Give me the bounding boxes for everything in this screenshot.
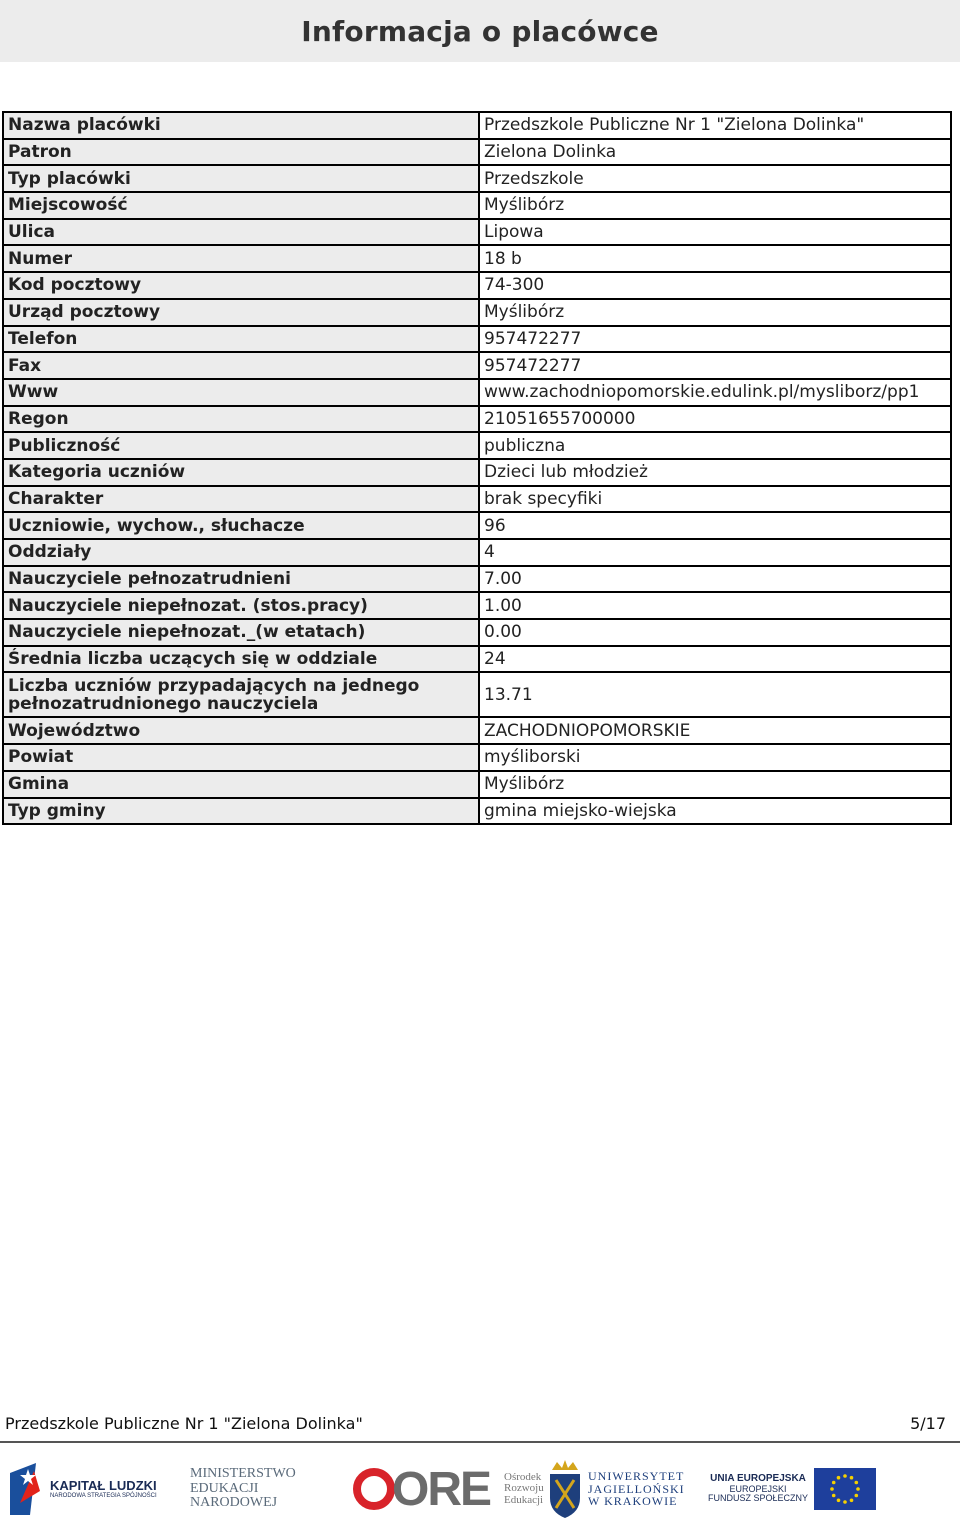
kapital-ludzki-subtitle: NARODOWA STRATEGIA SPÓJNOŚCI [50,1492,157,1499]
field-label: Charakter [3,486,479,513]
field-value: Zielona Dolinka [479,139,951,166]
table-row [3,219,951,246]
men-line2: EDUKACJI [190,1480,259,1496]
table-row [3,771,951,798]
table-row [3,272,951,299]
table-row [3,717,951,744]
ue-line3: FUNDUSZ SPOŁECZNY [708,1493,809,1504]
field-label: Fax [3,352,479,379]
field-value: 1.00 [479,592,951,619]
field-value: 4 [479,539,951,566]
page-number: 5/17 [910,1413,946,1433]
info-table [2,111,952,825]
field-value: Myślibórz [479,299,951,326]
ue-line2: EUROPEJSKI [729,1483,787,1494]
table-row [3,165,951,192]
field-label: Urząd pocztowy [3,299,479,326]
men-logo [190,1458,296,1520]
field-label: Ulica [3,219,479,246]
field-value: 21051655700000 [479,406,951,433]
field-label: Nauczyciele pełnozatrudnieni [3,566,479,593]
field-value: Dzieci lub młodzież [479,459,951,486]
field-label: Województwo [3,717,479,744]
ore-line3: Edukacji [504,1493,544,1506]
field-label: Typ gminy [3,798,479,825]
field-label: Telefon [3,326,479,353]
uj-logo [548,1458,685,1520]
field-value: 13.71 [479,672,951,717]
eu-star-icon [843,1474,847,1478]
field-value: myśliborski [479,744,951,771]
ue-logo [708,1458,876,1520]
table-row [3,619,951,646]
table-row [3,245,951,272]
eu-star-icon [856,1487,860,1491]
field-value: 7.00 [479,566,951,593]
page-title: Informacja o placówce [301,14,659,48]
field-value: Przedszkole [479,165,951,192]
field-value: 957472277 [479,326,951,353]
field-value: 74-300 [479,272,951,299]
ore-line2: Rozwoju [504,1482,544,1495]
uj-line1: UNIWERSYTET [588,1469,685,1484]
field-value: ZACHODNIOPOMORSKIE [479,717,951,744]
page-footer [0,1405,960,1443]
table-row [3,326,951,353]
table-row [3,672,951,717]
table-row [3,352,951,379]
logo-bar [0,1450,960,1528]
table-row [3,512,951,539]
field-label: Gmina [3,771,479,798]
table-row [3,646,951,673]
field-value: brak specyfiki [479,486,951,513]
uj-line2: JAGIELLOŃSKI [588,1481,685,1496]
field-label: Powiat [3,744,479,771]
page-header [0,0,960,62]
ore-ring-icon [352,1467,396,1511]
field-value: Przedszkole Publiczne Nr 1 "Zielona Dolinka" [479,112,951,139]
table-row [3,192,951,219]
eu-star-icon [837,1499,841,1503]
table-row [3,112,951,139]
field-value: 24 [479,646,951,673]
field-value: 96 [479,512,951,539]
table-row [3,744,951,771]
field-value: gmina miejsko-wiejska [479,798,951,825]
eu-star-icon [837,1476,841,1480]
field-label: Miejscowość [3,192,479,219]
field-label: Regon [3,406,479,433]
table-row [3,299,951,326]
eu-star-icon [832,1494,836,1498]
uj-crest-icon [548,1460,582,1518]
eu-flag-icon [814,1468,876,1510]
table-row [3,566,951,593]
field-label: Kod pocztowy [3,272,479,299]
kapital-ludzki-logo [10,1458,157,1520]
field-label: Typ placówki [3,165,479,192]
eu-star-icon [830,1487,834,1491]
field-label: Nauczyciele niepełnozat. (stos.pracy) [3,592,479,619]
table-row [3,486,951,513]
field-value: www.zachodniopomorskie.edulink.pl/mysliborz/pp1 [479,379,951,406]
men-line1: MINISTERSTWO [190,1465,296,1481]
uj-line3: W KRAKOWIE [588,1494,678,1509]
field-label: Nazwa placówki [3,112,479,139]
ue-line1: UNIA EUROPEJSKA [710,1473,806,1485]
table-row [3,592,951,619]
table-row [3,798,951,825]
footer-institution: Przedszkole Publiczne Nr 1 "Zielona Dolinka" [5,1413,363,1433]
field-label: Nauczyciele niepełnozat._(w etatach) [3,619,479,646]
table-row [3,432,951,459]
ore-mark: ORE [392,1462,491,1516]
eu-star-icon [850,1499,854,1503]
field-label: Www [3,379,479,406]
field-label: Publiczność [3,432,479,459]
eu-star-icon [855,1481,859,1485]
field-value: publiczna [479,432,951,459]
eu-star-icon [850,1476,854,1480]
field-value: 18 b [479,245,951,272]
kapital-ludzki-icon [10,1463,44,1515]
field-value: 957472277 [479,352,951,379]
field-label: Liczba uczniów przypadających na jednego pełnozatrudnionego nauczyciela [3,672,479,717]
men-line3: NARODOWEJ [190,1495,278,1511]
ore-logo [352,1458,544,1520]
eu-star-icon [855,1494,859,1498]
field-label: Średnia liczba uczących się w oddziale [3,646,479,673]
field-label: Kategoria uczniów [3,459,479,486]
table-row [3,459,951,486]
field-value: Myślibórz [479,771,951,798]
eu-star-icon [843,1500,847,1504]
field-value: Myślibórz [479,192,951,219]
table-row [3,539,951,566]
field-value: 0.00 [479,619,951,646]
table-row [3,139,951,166]
kapital-ludzki-title: KAPITAŁ LUDZKI [50,1478,157,1494]
ore-line1: Ośrodek [504,1470,542,1483]
field-value: Lipowa [479,219,951,246]
eu-star-icon [832,1481,836,1485]
field-label: Oddziały [3,539,479,566]
table-row [3,379,951,406]
table-row [3,406,951,433]
field-label: Numer [3,245,479,272]
field-label: Patron [3,139,479,166]
field-label: Uczniowie, wychow., słuchacze [3,512,479,539]
